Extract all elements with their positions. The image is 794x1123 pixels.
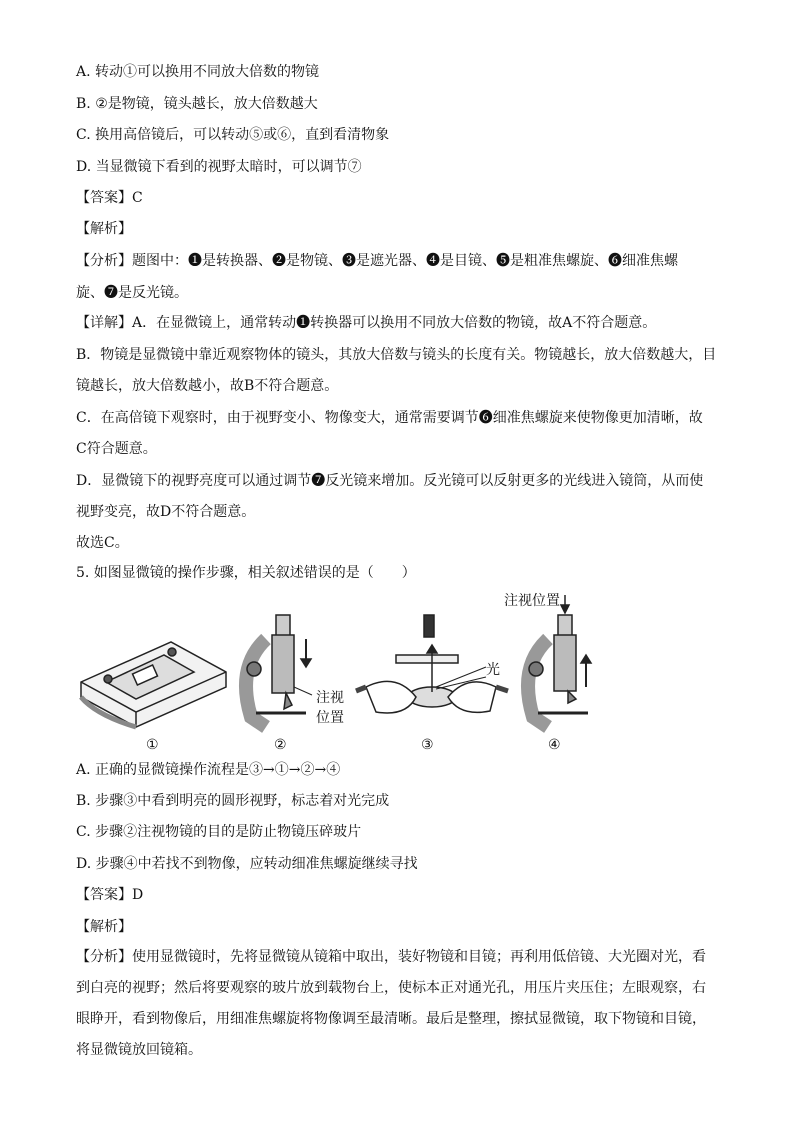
q4-fenxi-line2: 旋、❼是反光镜。 <box>76 285 188 301</box>
q4-option-b: B. ②是物镜，镜头越长，放大倍数越大 <box>76 96 318 112</box>
step2-drawing <box>246 615 312 727</box>
q4-option-c: C. 换用高倍镜后，可以转动⑤或⑥，直到看清物象 <box>76 127 390 143</box>
microscope-steps-drawing <box>76 587 716 757</box>
caption-step1: ① <box>146 737 159 753</box>
q4-xiangjie-b1: B．物镜是显微镜中靠近观察物体的镜头，其放大倍数与镜头的长度有关。物镜越长，放大倍数越大，目 <box>76 347 717 363</box>
q4-xiangjie-b2: 镜越长，放大倍数越小，故B不符合题意。 <box>76 378 339 394</box>
label-focus-position-step2a: 注视 <box>316 690 344 706</box>
q5-option-d: D. 步骤④中若找不到物像，应转动细准焦螺旋继续寻找 <box>76 856 418 872</box>
q5-fenxi: 【分析】使用显微镜时，先将显微镜从镜箱中取出，装好物镜和目镜；再利用低倍镜、大光圈对光，看到白亮的视野；然后将要观察的玻片放到载物台上，使标本正对通光孔，用压片夹压住；左眼观察，右眼睁开，看到物像后，用细准焦螺旋将物像调至最清晰。最后是整理，擦拭显微镜，取下物镜和目镜，将显微镜放回镜箱。 <box>76 949 706 1058</box>
q5-option-a: A. 正确的显微镜操作流程是③→①→②→④ <box>76 762 341 778</box>
q5-option-c: C. 步骤②注视物镜的目的是防止物镜压碎玻片 <box>76 824 362 840</box>
microscope-steps-figure <box>76 587 716 757</box>
q4-analysis-title: 【解析】 <box>76 221 132 237</box>
q5-option-b: B. 步骤③中看到明亮的圆形视野，标志着对光完成 <box>76 793 390 809</box>
q4-xiangjie-a: 【详解】A．在显微镜上，通常转动❶转换器可以换用不同放大倍数的物镜，故A不符合题意。 <box>76 315 657 331</box>
q4-xiangjie-d1: D．显微镜下的视野亮度可以通过调节❼反光镜来增加。反光镜可以反射更多的光线进入镜筒，从而使 <box>76 473 704 489</box>
q4-option-a: A. 转动①可以换用不同放大倍数的物镜 <box>76 64 320 80</box>
q5-stem: 5. 如图显微镜的操作步骤，相关叙述错误的是（ ） <box>76 565 416 581</box>
step1-drawing <box>81 642 226 727</box>
label-light: 光 <box>486 662 500 678</box>
q4-xiangjie-c1: C．在高倍镜下观察时，由于视野变小、物像变大，通常需要调节❻细准焦螺旋来使物像更加清晰，故 <box>76 410 703 426</box>
label-focus-position-step2b: 位置 <box>316 710 344 726</box>
q4-fenxi-line1: 【分析】题图中：❶是转换器、❷是物镜、❸是遮光器、❹是目镜、❺是粗准焦螺旋、❻细准焦螺 <box>76 253 678 269</box>
q4-xiangjie-c2: C符合题意。 <box>76 441 157 457</box>
q5-analysis-title: 【解析】 <box>76 919 132 935</box>
caption-step2: ② <box>274 737 287 753</box>
caption-step4: ④ <box>548 737 561 753</box>
q4-answer: 【答案】C <box>76 190 143 206</box>
q4-conclusion: 故选C。 <box>76 535 129 551</box>
q5-answer: 【答案】D <box>76 887 144 903</box>
step4-drawing <box>528 595 591 727</box>
q4-option-d: D. 当显微镜下看到的视野太暗时，可以调节⑦ <box>76 159 362 175</box>
caption-step3: ③ <box>421 737 434 753</box>
q4-xiangjie-d2: 视野变亮，故D不符合题意。 <box>76 504 256 520</box>
label-focus-position-top: 注视位置 <box>504 593 560 609</box>
